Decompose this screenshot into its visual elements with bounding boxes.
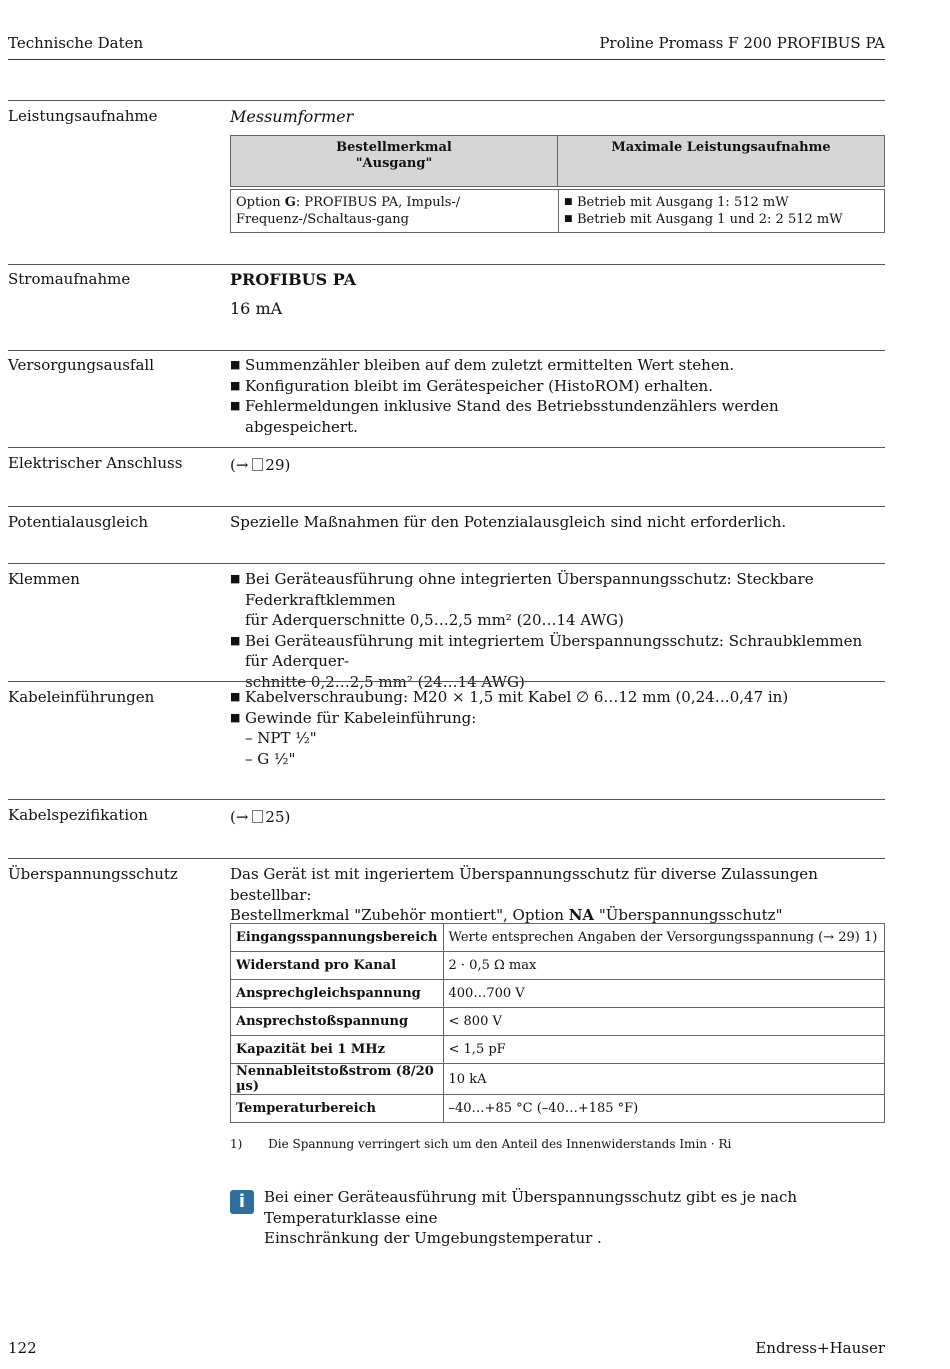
klemmen-item1-line1: Bei Geräteausführung ohne integrierten Überspannungsschutz: Steckbare Federkraftklemmen <box>245 570 814 609</box>
sub-item: – NPT ½" <box>245 729 317 747</box>
option-prefix: Option <box>236 195 285 210</box>
info-icon: i <box>230 1190 254 1214</box>
table-row <box>231 1095 885 1123</box>
intro-line2-code: NA <box>568 906 595 924</box>
table-key: Temperaturbereich <box>231 1095 444 1123</box>
power-value-item: ■ Betrieb mit Ausgang 1 und 2: 2 512 mW <box>564 211 879 228</box>
list-item <box>230 569 885 631</box>
table-row <box>231 1064 885 1095</box>
footnote-text: Die Spannung verringert sich um den Anteil des Innenwiderstands Imin · Ri <box>268 1137 732 1151</box>
section-divider <box>8 563 885 564</box>
subtitle-messumformer: Messumformer <box>230 107 354 126</box>
ref-arrow: (→ <box>230 808 249 826</box>
elektrischer-anschluss-ref[interactable] <box>230 455 290 476</box>
footnote-number: 1) <box>230 1137 243 1151</box>
info-line1: Bei einer Geräteausführung mit Überspannungsschutz gibt es je nach Temperaturklasse eine <box>264 1188 798 1227</box>
list-item: ■ Konfiguration bleibt im Gerätespeicher (HistoROM) erhalten. <box>230 376 885 397</box>
kabelspezifikation-ref[interactable] <box>230 807 290 828</box>
info-line2: Einschränkung der Umgebungstemperatur . <box>264 1229 602 1247</box>
power-table-option-cell <box>231 190 559 233</box>
section-divider <box>8 681 885 682</box>
label-elektrischer-anschluss: Elektrischer Anschluss <box>8 454 183 472</box>
section-divider <box>8 858 885 859</box>
ueberspannungsschutz-intro <box>230 864 885 926</box>
table-row <box>231 980 885 1008</box>
table-row <box>231 1036 885 1064</box>
klemmen-item2-line1: Bei Geräteausführung mit integriertem Überspannungsschutz: Schraubklemmen für Aderquer- <box>245 631 863 670</box>
table-value: < 800 V <box>443 1008 884 1036</box>
ref-page: 25) <box>265 808 291 826</box>
klemmen-item2-line2: schnitte 0,2…2,5 mm² (24…14 AWG) <box>245 672 525 691</box>
option-code: G <box>284 195 296 210</box>
sub-item: – G ½" <box>245 749 296 768</box>
table-key: Kapazität bei 1 MHz <box>231 1036 444 1064</box>
list-item <box>230 631 885 693</box>
table-row <box>231 1008 885 1036</box>
kabeleinfuehrungen-list <box>230 687 885 769</box>
table-key: Nennableitstoßstrom (8/20 µs) <box>231 1064 444 1095</box>
list-item: ■ Gewinde für Kabeleinführung: <box>230 708 885 729</box>
table-key: Ansprechstoßspannung <box>231 1008 444 1036</box>
table-row <box>231 952 885 980</box>
table-value: < 1,5 pF <box>443 1036 884 1064</box>
power-table-col2-header: Maximale Leistungsaufnahme <box>558 136 885 187</box>
label-klemmen: Klemmen <box>8 570 80 588</box>
option-text: : PROFIBUS PA, Impuls-/ Frequenz-/Schaltaus-gang <box>236 195 461 227</box>
label-versorgungsausfall: Versorgungsausfall <box>8 356 155 374</box>
klemmen-list <box>230 569 885 692</box>
label-stromaufnahme: Stromaufnahme <box>8 270 131 288</box>
table-value: 400…700 V <box>443 980 884 1008</box>
page-icon <box>252 810 263 823</box>
table-key: Ansprechgleichspannung <box>231 980 444 1008</box>
power-table-header <box>230 135 885 187</box>
footnote <box>230 1137 731 1151</box>
table-value: –40…+85 °C (–40…+185 °F) <box>443 1095 884 1123</box>
table-row <box>231 924 885 952</box>
klemmen-item1-line2: für Aderquerschnitte 0,5…2,5 mm² (20…14 AWG) <box>245 611 624 629</box>
table-value: 10 kA <box>443 1064 884 1095</box>
ref-arrow: (→ <box>230 456 249 474</box>
col1-header-line1: Bestellmerkmal <box>336 140 452 155</box>
section-divider <box>8 506 885 507</box>
section-divider <box>8 264 885 265</box>
table-key: Widerstand pro Kanal <box>231 952 444 980</box>
section-divider <box>8 447 885 448</box>
label-kabelspezifikation: Kabelspezifikation <box>8 806 148 824</box>
section-divider <box>8 100 885 101</box>
intro-line2-c: "Überspannungsschutz" <box>594 906 783 924</box>
section-divider <box>8 799 885 800</box>
header-title-left: Technische Daten <box>8 34 144 52</box>
label-leistungsaufnahme: Leistungsaufnahme <box>8 107 158 125</box>
power-table-values-cell <box>559 190 885 233</box>
versorgungsausfall-list <box>230 355 885 437</box>
list-item: ■ Fehlermeldungen inklusive Stand des Betriebsstundenzählers werden abgespeichert. <box>230 396 885 437</box>
info-note <box>264 1187 884 1249</box>
intro-line2-a: Bestellmerkmal "Zubehör montiert", Option <box>230 906 569 924</box>
intro-line1: Das Gerät ist mit ingeriertem Überspannungsschutz für diverse Zulassungen bestellbar: <box>230 865 818 904</box>
power-table-col1-header <box>231 136 558 187</box>
power-value-item: ■ Betrieb mit Ausgang 1: 512 mW <box>564 194 879 211</box>
list-item: ■ Summenzähler bleiben auf dem zuletzt ermittelten Wert stehen. <box>230 355 885 376</box>
col1-header-line2: "Ausgang" <box>355 156 433 171</box>
list-item: ■ Kabelverschraubung: M20 × 1,5 mit Kabel ∅ 6…12 mm (0,24…0,47 in) <box>230 687 885 708</box>
page-number: 122 <box>8 1339 37 1357</box>
table-value: 2 · 0,5 Ω max <box>443 952 884 980</box>
table-key: Eingangsspannungsbereich <box>231 924 444 952</box>
page-icon <box>252 458 263 471</box>
ref-page: 29) <box>265 456 291 474</box>
header-divider <box>8 59 885 60</box>
label-ueberspannungsschutz: Überspannungsschutz <box>8 865 178 883</box>
header-title-right: Proline Promass F 200 PROFIBUS PA <box>599 34 885 52</box>
section-divider <box>8 350 885 351</box>
label-potentialausgleich: Potentialausgleich <box>8 513 149 531</box>
stromaufnahme-heading: PROFIBUS PA <box>230 270 356 289</box>
potentialausgleich-text: Spezielle Maßnahmen für den Potenzialausgleich sind nicht erforderlich. <box>230 513 787 531</box>
footer-brand: Endress+Hauser <box>755 1339 885 1357</box>
label-kabeleinfuehrungen: Kabeleinführungen <box>8 688 155 706</box>
power-table-body <box>230 189 885 233</box>
table-value: Werte entsprechen Angaben der Versorgungsspannung (→ 29) 1) <box>443 924 884 952</box>
surge-protection-table <box>230 923 885 1123</box>
stromaufnahme-value: 16 mA <box>230 299 283 318</box>
